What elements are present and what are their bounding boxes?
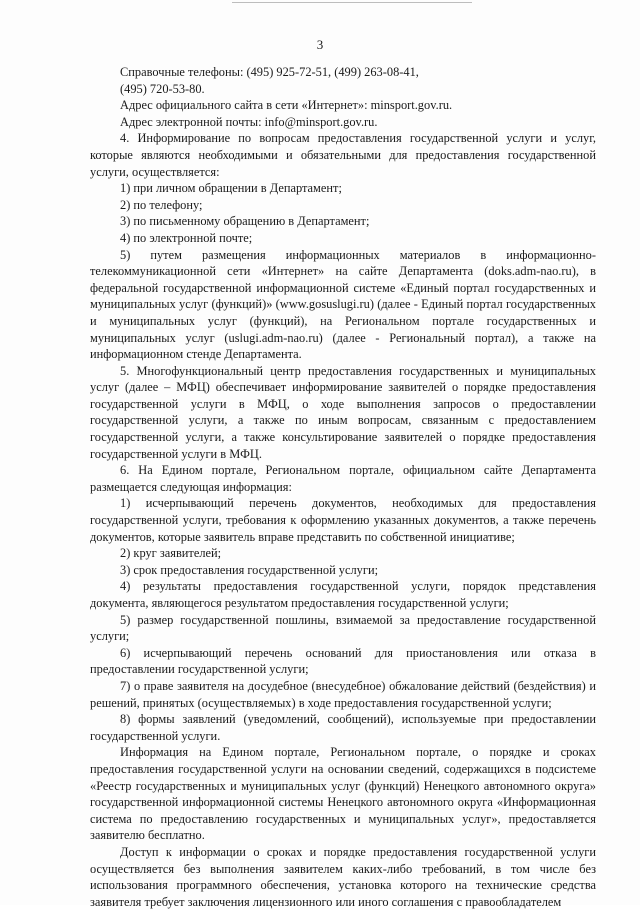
info-item-1: 1) исчерпывающий перечень документов, необходимых для предоставления государственной услуги, требования к оформлению указанных документов, а также перечень документов, которые заявитель вправе представить по собственной инициативе;: [90, 496, 596, 544]
page-number: 3: [316, 37, 324, 52]
paragraph-email: Адрес электронной почты: info@minsport.gov.ru.: [120, 114, 378, 129]
paragraph-phones-continued: (495) 720-53-80.: [120, 81, 205, 96]
info-item-6: 6) исчерпывающий перечень оснований для приостановления или отказа в предоставлении государственной услуги;: [90, 645, 596, 677]
paragraph-website: Адрес официального сайта в сети «Интернет»: minsport.gov.ru.: [120, 98, 453, 113]
paragraph-item-6: 6. На Едином портале, Региональном портале, официальном сайте Департамента размещается следующая информация:: [90, 463, 596, 494]
top-edge-rule: [232, 2, 472, 3]
info-item-2: 2) круг заявителей;: [120, 546, 222, 561]
paragraph-item-5: 5. Многофункциональный центр предоставления государственных и муниципальных услуг (далее – МФЦ) обеспечивает информирование заявителей о порядке предоставления государственной услуги в МФЦ, о ходе выполнения запросов о предоставлении государственной услуги, а также по иным вопросам, связанным с предоставлением государственной услуги, а также консультирование заявителей о порядке предоставления государственной услуги в МФЦ.: [90, 363, 596, 461]
document-body: [90, 64, 596, 910]
info-item-4: 4) результаты предоставления государственной услуги, порядок представления документа, являющегося результатом предоставления государственной услуги;: [90, 579, 596, 610]
paragraph-access: Доступ к информации о сроках и порядке предоставления государственной услуги осуществляется без выполнения заявителем каких-либо требований, в том числе без использования программного обеспечения, установка которого на технические средства заявителя требует заключения лицензионного или иного соглашения с правообладателем: [90, 844, 596, 909]
list-item-3: 3) по письменному обращению в Департамент;: [120, 214, 370, 229]
list-item-5: 5) путем размещения информационных материалов в информационно-телекоммуникационной сети «Интернет» на сайте Департамента (doks.adm-nao.ru), в федеральной государственной информационной системе «Единый портал государственных и муниципальных услуг (функций)» (www.gosuslugi.ru) (далее - Единый портал государственных и муниципальных услуг (функций), на Региональном портале государственных и муниципальных услуг (uslugi.adm-nao.ru) (далее - Региональный портал), а также на информационном стенде Департамента.: [90, 247, 596, 362]
list-item-4: 4) по электронной почте;: [120, 230, 253, 245]
info-item-5: 5) размер государственной пошлины, взимаемой за предоставление государственной услуги;: [90, 612, 596, 644]
info-item-7: 7) о праве заявителя на досудебное (внесудебное) обжалование действий (бездействия) и решений, принятых (осуществляемых) в ходе предоставления государственной услуги;: [90, 678, 596, 710]
paragraph-item-4: 4. Информирование по вопросам предоставления государственной услуги и услуг, которые являются необходимыми и обязательными для предоставления государственной услуги, осуществляется:: [90, 131, 596, 179]
info-item-3: 3) срок предоставления государственной услуги;: [120, 562, 379, 577]
list-item-2: 2) по телефону;: [120, 197, 203, 212]
info-item-8: 8) формы заявлений (уведомлений, сообщений), используемые при предоставлении государственной услуги.: [90, 712, 596, 743]
list-item-1: 1) при личном обращении в Департамент;: [120, 181, 342, 196]
paragraph-phones: Справочные телефоны: (495) 925-72-51, (499) 263-08-41,: [120, 65, 419, 79]
paragraph-info-free: Информация на Едином портале, Региональном портале, о порядке и сроках предоставления государственной услуги на основании сведений, содержащихся в подсистеме «Реестр государственных и муниципальных услуг (функций) Ненецкого автономного округа» государственной информационной системы Ненецкого автономного округа «Информационная система по предоставлению государственных и муниципальных услуг», предоставляется заявителю бесплатно.: [90, 745, 596, 843]
